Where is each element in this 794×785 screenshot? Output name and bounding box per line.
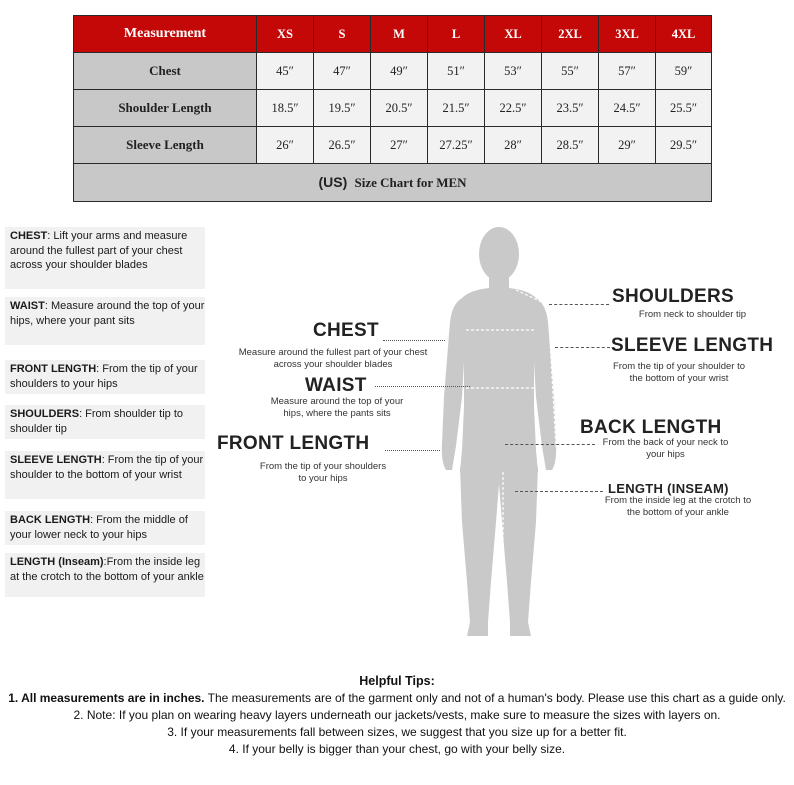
front-length-callout-title <box>217 433 369 455</box>
definition-chest <box>5 227 205 289</box>
definition-text: : Lift your arms and measure around the fullest part of your chest across your shoulder blades <box>10 230 188 271</box>
chest-callout-desc <box>238 347 428 370</box>
tip-1 <box>0 690 794 707</box>
head-shape <box>479 227 519 281</box>
front-length-callout-desc <box>258 461 388 484</box>
tip-2: 2. Note: If you plan on wearing heavy layers underneath our jackets/vests, make sure to measure the sizes with layers on. <box>73 708 721 722</box>
definition-term: LENGTH (Inseam) <box>10 556 104 568</box>
row-label: Sleeve Length <box>74 127 257 164</box>
definition-text: : Measure around the top of your hips, where your pant sits <box>10 300 205 327</box>
tip-1-text: The measurements are of the garment only and not of a human's body. Please use this chart as a guide only. <box>204 691 786 705</box>
table-cell: 53″ <box>485 53 542 90</box>
row-label: Shoulder Length <box>74 90 257 127</box>
sleeve-length-callout-label: SLEEVE LENGTH <box>611 335 774 356</box>
chart-title-text: Size Chart for MEN <box>354 175 467 190</box>
tips-title: Helpful Tips: <box>359 674 435 688</box>
sleeve-length-callout-desc <box>609 361 749 384</box>
definition-term: FRONT LENGTH <box>10 363 97 375</box>
size-header-4xl: 4XL <box>656 16 712 53</box>
inseam-callout-desc <box>604 495 752 518</box>
back-length-callout-label: BACK LENGTH <box>580 417 722 438</box>
definition-shoulders <box>5 405 205 439</box>
size-header-3xl: 3XL <box>599 16 656 53</box>
definition-waist <box>5 297 205 345</box>
measurement-header: Measurement <box>74 16 257 53</box>
sleeve-length-leader <box>555 347 610 348</box>
definition-text: : From the tip of your shoulder to the bottom of your wrist <box>10 454 204 481</box>
front-length-leader <box>385 450 440 451</box>
row-label: Chest <box>74 53 257 90</box>
table-cell: 25.5″ <box>656 90 712 127</box>
table-cell: 47″ <box>314 53 371 90</box>
size-header-2xl: 2XL <box>542 16 599 53</box>
front-length-callout-label: FRONT LENGTH <box>217 433 370 454</box>
front-length-callout-text: From the tip of your shoulders to your hips <box>259 461 387 484</box>
table-cell: 24.5″ <box>599 90 656 127</box>
size-header-l: L <box>428 16 485 53</box>
shoulder-length-row <box>74 90 712 127</box>
shoulders-callout-label: SHOULDERS <box>612 286 734 307</box>
chest-callout-title <box>313 320 379 342</box>
waist-callout-text: Measure around the top of your hips, where the pants sits <box>270 396 404 419</box>
table-cell: 29.5″ <box>656 127 712 164</box>
table-cell: 28″ <box>485 127 542 164</box>
table-cell: 26.5″ <box>314 127 371 164</box>
back-length-callout-text: From the back of your neck to your hips <box>602 437 729 460</box>
sleeve-length-callout-title <box>611 335 773 357</box>
inseam-callout-label: LENGTH (INSEAM) <box>608 481 729 496</box>
table-cell: 55″ <box>542 53 599 90</box>
shoulders-leader <box>549 304 609 305</box>
definition-term: SLEEVE LENGTH <box>10 454 102 466</box>
shoulders-callout-text: From neck to shoulder tip <box>638 309 747 320</box>
table-cell: 19.5″ <box>314 90 371 127</box>
table-cell: 18.5″ <box>257 90 314 127</box>
tip-3: 3. If your measurements fall between sizes, we suggest that you size up for a better fit. <box>167 725 627 739</box>
definition-term: SHOULDERS <box>10 408 80 420</box>
table-cell: 27″ <box>371 127 428 164</box>
table-cell: 26″ <box>257 127 314 164</box>
shoulders-callout-desc <box>620 309 765 321</box>
shoulders-callout-title <box>612 286 734 308</box>
waist-callout-label: WAIST <box>305 375 367 396</box>
inseam-callout-text: From the inside leg at the crotch to the bottom of your ankle <box>604 495 752 518</box>
table-cell: 21.5″ <box>428 90 485 127</box>
definition-term: CHEST <box>10 230 48 242</box>
definition-inseam <box>5 553 205 597</box>
chart-title <box>74 164 712 202</box>
definition-back-length <box>5 511 205 545</box>
region-tag: (US) <box>318 174 348 190</box>
waist-callout-title <box>305 375 367 397</box>
chest-row <box>74 53 712 90</box>
size-header-xl: XL <box>485 16 542 53</box>
definition-text: : From the middle of your lower neck to your hips <box>10 514 188 541</box>
size-header-s: S <box>314 16 371 53</box>
table-cell: 20.5″ <box>371 90 428 127</box>
waist-leader <box>375 386 470 387</box>
table-cell: 23.5″ <box>542 90 599 127</box>
tip-4: 4. If your belly is bigger than your chest, go with your belly size. <box>228 742 566 756</box>
table-cell: 27.25″ <box>428 127 485 164</box>
chest-leader <box>383 340 445 341</box>
tip-1-emphasis: 1. All measurements are in inches. <box>8 691 205 705</box>
size-chart-table <box>73 15 712 202</box>
definition-text: :From the inside leg at the crotch to the bottom of your ankle <box>10 556 204 583</box>
table-cell: 22.5″ <box>485 90 542 127</box>
definition-sleeve-length <box>5 451 205 499</box>
definition-text: : From the tip of your shoulders to your hips <box>10 363 198 390</box>
back-length-leader <box>505 444 595 445</box>
inseam-callout-title <box>608 481 729 496</box>
table-cell: 51″ <box>428 53 485 90</box>
definition-term: BACK LENGTH <box>10 514 91 526</box>
inseam-leader <box>515 491 603 492</box>
chest-callout-text: Measure around the fullest part of your chest across your shoulder blades <box>238 347 428 370</box>
helpful-tips <box>0 673 794 758</box>
table-cell: 28.5″ <box>542 127 599 164</box>
size-header-row <box>74 16 712 53</box>
back-length-callout-desc <box>598 437 733 460</box>
definition-term: WAIST <box>10 300 45 312</box>
sleeve-length-row <box>74 127 712 164</box>
chest-callout-label: CHEST <box>313 320 379 341</box>
table-cell: 59″ <box>656 53 712 90</box>
table-cell: 29″ <box>599 127 656 164</box>
table-cell: 49″ <box>371 53 428 90</box>
sleeve-length-callout-text: From the tip of your shoulder to the bottom of your wrist <box>612 361 745 384</box>
chart-title-row <box>74 164 712 202</box>
table-cell: 57″ <box>599 53 656 90</box>
definition-front-length <box>5 360 205 394</box>
waist-callout-desc <box>262 396 412 419</box>
definition-text: : From shoulder tip to shoulder tip <box>10 408 183 435</box>
table-cell: 45″ <box>257 53 314 90</box>
size-header-m: M <box>371 16 428 53</box>
size-header-xs: XS <box>257 16 314 53</box>
legs-shape <box>460 467 538 636</box>
back-length-callout-title <box>580 417 722 439</box>
